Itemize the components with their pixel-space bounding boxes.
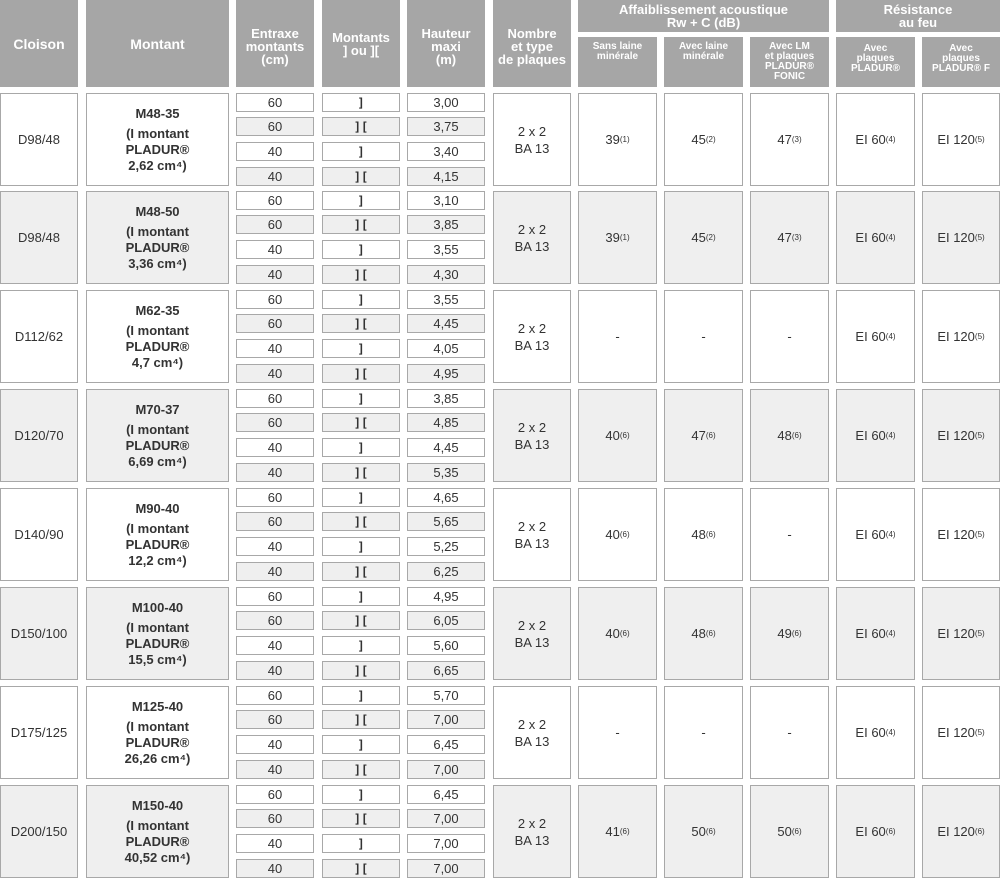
acoustic-cell-value: - (701, 329, 706, 344)
entraxe-cell: 60 (236, 785, 314, 804)
entraxe-cell: 60 (236, 587, 314, 606)
header-acoustic-col-1 (664, 37, 743, 87)
cloison-cell: D98/48 (0, 93, 78, 186)
montant-cell (86, 191, 229, 284)
montant-type-cell: ] (322, 290, 400, 309)
header-entraxe-line: Entraxe (251, 26, 299, 41)
montant-type-cell: ] (322, 834, 400, 853)
header-acoustic-line: Rw + C (dB) (666, 15, 741, 30)
hauteur-cell: 4,30 (407, 265, 485, 284)
fire-cell-value: EI 60 (855, 626, 886, 641)
fire-cell: EI 120 (5) (922, 488, 1000, 581)
acoustic-cell-value: - (701, 725, 706, 740)
hauteur-cell: 5,60 (407, 636, 485, 655)
cloison-cell: D175/125 (0, 686, 78, 779)
header-cloison: Cloison (0, 0, 78, 87)
cloison-cell: D140/90 (0, 488, 78, 581)
header-montants-type (322, 0, 400, 87)
acoustic-cell: 50 (6) (664, 785, 743, 878)
montant-cell (86, 785, 229, 878)
header-acoustic-col-line: et plaques (764, 51, 815, 62)
header-nombre-line: et type (511, 39, 553, 54)
montant-type-cell: ][ (322, 364, 400, 383)
entraxe-cell: 60 (236, 215, 314, 234)
header-acoustic-col-line: minérale (596, 51, 639, 62)
hauteur-cell: 7,00 (407, 760, 485, 779)
acoustic-cell: 48 (6) (750, 389, 829, 482)
fire-cell: EI 60 (6) (836, 785, 915, 878)
plaques-cell: 2 x 2 BA 13 (493, 686, 571, 779)
entraxe-cell: 40 (236, 240, 314, 259)
entraxe-cell: 60 (236, 117, 314, 136)
montant-type-cell: ][ (322, 710, 400, 729)
montant-type-cell: ] (322, 636, 400, 655)
hauteur-cell: 3,10 (407, 191, 485, 210)
fire-cell: EI 120 (6) (922, 785, 1000, 878)
header-entraxe-line: montants (245, 39, 305, 54)
hauteur-cell: 6,05 (407, 611, 485, 630)
fire-cell: EI 60 (4) (836, 686, 915, 779)
montant-type-cell: ] (322, 438, 400, 457)
montant-code: M125-40 (131, 698, 184, 714)
fire-cell: EI 120 (5) (922, 686, 1000, 779)
entraxe-cell: 60 (236, 809, 314, 828)
header-fire-col-line: plaques (942, 53, 980, 64)
entraxe-cell: 40 (236, 339, 314, 358)
acoustic-cell-value: 47 (691, 428, 706, 443)
montant-type-cell: ] (322, 93, 400, 112)
entraxe-cell: 40 (236, 463, 314, 482)
hauteur-cell: 4,85 (407, 413, 485, 432)
montant-type-cell: ] (322, 339, 400, 358)
acoustic-cell-value: - (787, 329, 792, 344)
hauteur-cell: 6,65 (407, 661, 485, 680)
acoustic-cell-value: 40 (605, 428, 620, 443)
header-acoustic-col-line: PLADUR® (764, 61, 815, 72)
montant-description: (I montant PLADUR® 40,52 cm⁴) (124, 817, 191, 865)
acoustic-cell-value: 41 (605, 824, 620, 839)
plaques-cell: 2 x 2 BA 13 (493, 488, 571, 581)
header-fire-col-0 (836, 37, 915, 87)
hauteur-cell: 6,45 (407, 785, 485, 804)
montant-description: (I montant PLADUR® 3,36 cm⁴) (125, 223, 190, 271)
hauteur-cell: 3,40 (407, 142, 485, 161)
acoustic-cell: 47 (6) (664, 389, 743, 482)
fire-cell: EI 120 (5) (922, 587, 1000, 680)
acoustic-cell-value: 47 (777, 132, 792, 147)
montant-type-cell: ][ (322, 215, 400, 234)
montant-type-cell: ] (322, 240, 400, 259)
montant-type-cell: ][ (322, 661, 400, 680)
header-acoustic-col-line: FONIC (773, 71, 806, 82)
header-fire-col-line: PLADUR® (850, 63, 901, 74)
entraxe-cell: 40 (236, 636, 314, 655)
entraxe-cell: 40 (236, 562, 314, 581)
acoustic-cell: 48 (6) (664, 488, 743, 581)
cloison-cell: D120/70 (0, 389, 78, 482)
acoustic-cell: 47 (3) (750, 191, 829, 284)
montant-description: (I montant PLADUR® 15,5 cm⁴) (125, 619, 190, 667)
header-fire-group (836, 0, 1000, 32)
montant-type-cell: ][ (322, 265, 400, 284)
acoustic-cell-value: 49 (777, 626, 792, 641)
header-montants-type-line: ] ou ][ (342, 43, 380, 58)
montant-description: (I montant PLADUR® 2,62 cm⁴) (125, 125, 190, 173)
header-montant: Montant (86, 0, 229, 87)
montant-type-cell: ][ (322, 314, 400, 333)
acoustic-cell: 47 (3) (750, 93, 829, 186)
hauteur-cell: 7,00 (407, 710, 485, 729)
fire-cell-value: EI 120 (937, 428, 975, 443)
montant-description: (I montant PLADUR® 4,7 cm⁴) (125, 322, 190, 370)
hauteur-cell: 5,25 (407, 537, 485, 556)
fire-cell-value: EI 120 (937, 725, 975, 740)
fire-cell-value: EI 120 (937, 527, 975, 542)
cloison-cell: D98/48 (0, 191, 78, 284)
montant-type-cell: ][ (322, 611, 400, 630)
fire-cell-value: EI 120 (937, 132, 975, 147)
acoustic-cell-value: 48 (777, 428, 792, 443)
entraxe-cell: 40 (236, 735, 314, 754)
entraxe-cell: 40 (236, 265, 314, 284)
hauteur-cell: 5,70 (407, 686, 485, 705)
header-acoustic-line: Affaiblissement acoustique (618, 2, 789, 17)
header-acoustic-col-line: Avec LM (769, 41, 810, 52)
acoustic-cell-value: - (787, 725, 792, 740)
hauteur-cell: 6,45 (407, 735, 485, 754)
hauteur-cell: 4,45 (407, 438, 485, 457)
montant-type-cell: ][ (322, 809, 400, 828)
fire-cell: EI 120 (5) (922, 191, 1000, 284)
fire-cell-value: EI 60 (855, 428, 886, 443)
fire-cell-value: EI 120 (937, 230, 975, 245)
acoustic-cell (578, 290, 657, 383)
montant-code: M48-50 (135, 203, 180, 219)
header-nombre-line: de plaques (498, 52, 566, 67)
acoustic-cell (750, 488, 829, 581)
acoustic-cell-value: 40 (605, 527, 620, 542)
hauteur-cell: 7,00 (407, 834, 485, 853)
header-fire-line: au feu (898, 15, 938, 30)
plaques-cell: 2 x 2 BA 13 (493, 290, 571, 383)
montant-type-cell: ][ (322, 512, 400, 531)
header-nombre-line: Nombre (507, 26, 557, 41)
montant-type-cell: ] (322, 686, 400, 705)
montant-type-cell: ] (322, 191, 400, 210)
hauteur-cell: 3,75 (407, 117, 485, 136)
header-acoustic-col-2 (750, 37, 829, 87)
plaques-cell: 2 x 2 BA 13 (493, 191, 571, 284)
acoustic-cell: 45 (2) (664, 191, 743, 284)
acoustic-cell-value: 45 (691, 230, 706, 245)
entraxe-cell: 40 (236, 438, 314, 457)
hauteur-cell: 4,45 (407, 314, 485, 333)
hauteur-cell: 5,35 (407, 463, 485, 482)
hauteur-cell: 4,95 (407, 364, 485, 383)
header-acoustic-col-line: minérale (682, 51, 725, 62)
acoustic-cell-value: 39 (605, 132, 620, 147)
acoustic-cell: 39 (1) (578, 93, 657, 186)
header-hauteur-line: maxi (431, 39, 461, 54)
fire-cell: EI 60 (4) (836, 191, 915, 284)
fire-cell-value: EI 60 (855, 527, 886, 542)
fire-cell: EI 120 (5) (922, 290, 1000, 383)
entraxe-cell: 60 (236, 413, 314, 432)
acoustic-cell: 40 (6) (578, 488, 657, 581)
header-fire-col-line: Avec (949, 43, 973, 54)
plaques-cell: 2 x 2 BA 13 (493, 785, 571, 878)
fire-cell-value: EI 120 (937, 329, 975, 344)
hauteur-cell: 3,55 (407, 290, 485, 309)
header-fire-col-line: Avec (863, 43, 888, 54)
entraxe-cell: 60 (236, 512, 314, 531)
montant-type-cell: ][ (322, 167, 400, 186)
entraxe-cell: 40 (236, 661, 314, 680)
cloison-cell: D200/150 (0, 785, 78, 878)
cloison-cell: D150/100 (0, 587, 78, 680)
fire-cell-value: EI 120 (937, 824, 975, 839)
header-entraxe (236, 0, 314, 87)
acoustic-cell-value: 47 (777, 230, 792, 245)
acoustic-cell-value: - (615, 329, 620, 344)
montant-code: M48-35 (135, 105, 180, 121)
montant-type-cell: ][ (322, 463, 400, 482)
hauteur-cell: 3,85 (407, 389, 485, 408)
fire-cell: EI 60 (4) (836, 488, 915, 581)
montant-description: (I montant PLADUR® 6,69 cm⁴) (125, 421, 190, 469)
entraxe-cell: 40 (236, 167, 314, 186)
entraxe-cell: 60 (236, 686, 314, 705)
montant-type-cell: ][ (322, 117, 400, 136)
montant-cell (86, 686, 229, 779)
plaques-cell: 2 x 2 BA 13 (493, 587, 571, 680)
acoustic-cell-value: 39 (605, 230, 620, 245)
entraxe-cell: 40 (236, 760, 314, 779)
entraxe-cell: 60 (236, 389, 314, 408)
header-acoustic-col-line: Sans laine (592, 41, 643, 52)
acoustic-cell-value: 50 (777, 824, 792, 839)
fire-cell-value: EI 60 (855, 230, 886, 245)
acoustic-cell: 41 (6) (578, 785, 657, 878)
montant-type-cell: ] (322, 735, 400, 754)
hauteur-cell: 5,65 (407, 512, 485, 531)
montant-type-cell: ] (322, 587, 400, 606)
entraxe-cell: 60 (236, 488, 314, 507)
fire-cell: EI 60 (4) (836, 587, 915, 680)
header-hauteur (407, 0, 485, 87)
montant-type-cell: ][ (322, 859, 400, 878)
acoustic-cell-value: - (615, 725, 620, 740)
entraxe-cell: 60 (236, 191, 314, 210)
entraxe-cell: 40 (236, 142, 314, 161)
header-acoustic-col-line: Avec laine (678, 41, 729, 52)
montant-type-cell: ][ (322, 413, 400, 432)
montant-cell (86, 488, 229, 581)
montant-description: (I montant PLADUR® 26,26 cm⁴) (124, 718, 191, 766)
header-fire-col-line: plaques (856, 53, 895, 64)
hauteur-cell: 3,85 (407, 215, 485, 234)
montant-type-cell: ][ (322, 562, 400, 581)
hauteur-cell: 3,00 (407, 93, 485, 112)
fire-cell-value: EI 120 (937, 626, 975, 641)
entraxe-cell: 60 (236, 611, 314, 630)
header-montants-type-line: Montants (332, 30, 390, 45)
montant-cell (86, 587, 229, 680)
montant-type-cell: ] (322, 488, 400, 507)
acoustic-cell (750, 686, 829, 779)
fire-cell: EI 120 (5) (922, 93, 1000, 186)
montant-cell (86, 290, 229, 383)
acoustic-cell (664, 686, 743, 779)
entraxe-cell: 60 (236, 314, 314, 333)
montant-code: M100-40 (131, 599, 184, 615)
fire-cell: EI 120 (5) (922, 389, 1000, 482)
hauteur-cell: 4,65 (407, 488, 485, 507)
fire-cell: EI 60 (4) (836, 93, 915, 186)
montant-description: (I montant PLADUR® 12,2 cm⁴) (125, 520, 190, 568)
acoustic-cell-value: 40 (605, 626, 620, 641)
montant-type-cell: ] (322, 142, 400, 161)
acoustic-cell: 50 (6) (750, 785, 829, 878)
entraxe-cell: 60 (236, 710, 314, 729)
hauteur-cell: 7,00 (407, 809, 485, 828)
fire-cell-value: EI 60 (855, 725, 886, 740)
acoustic-cell: 49 (6) (750, 587, 829, 680)
acoustic-cell-value: 45 (691, 132, 706, 147)
header-acoustic-col-0 (578, 37, 657, 87)
montant-cell (86, 93, 229, 186)
fire-cell-value: EI 60 (855, 132, 886, 147)
montant-type-cell: ] (322, 785, 400, 804)
entraxe-cell: 40 (236, 859, 314, 878)
fire-cell: EI 60 (4) (836, 389, 915, 482)
montant-code: M90-40 (135, 500, 180, 516)
acoustic-cell-value: 48 (691, 626, 706, 641)
hauteur-cell: 4,95 (407, 587, 485, 606)
montant-type-cell: ][ (322, 760, 400, 779)
entraxe-cell: 40 (236, 834, 314, 853)
header-fire-line: Résistance (883, 2, 953, 17)
montant-code: M70-37 (135, 401, 180, 417)
montant-code: M150-40 (131, 797, 184, 813)
acoustic-cell: 40 (6) (578, 587, 657, 680)
acoustic-cell-value: 50 (691, 824, 706, 839)
acoustic-cell (750, 290, 829, 383)
montant-cell (86, 389, 229, 482)
montant-code: M62-35 (135, 302, 180, 318)
acoustic-cell: 40 (6) (578, 389, 657, 482)
header-acoustic-group (578, 0, 829, 32)
entraxe-cell: 40 (236, 537, 314, 556)
montant-type-cell: ] (322, 389, 400, 408)
header-hauteur-line: Hauteur (421, 26, 471, 41)
fire-cell: EI 60 (4) (836, 290, 915, 383)
hauteur-cell: 6,25 (407, 562, 485, 581)
header-entraxe-line: (cm) (261, 52, 289, 67)
acoustic-cell (578, 686, 657, 779)
hauteur-cell: 4,05 (407, 339, 485, 358)
montant-type-cell: ] (322, 537, 400, 556)
entraxe-cell: 40 (236, 364, 314, 383)
header-fire-col-1 (922, 37, 1000, 87)
header-nombre (493, 0, 571, 87)
acoustic-cell-value: - (787, 527, 792, 542)
acoustic-cell (664, 290, 743, 383)
fire-cell-value: EI 60 (855, 329, 886, 344)
acoustic-cell: 39 (1) (578, 191, 657, 284)
acoustic-cell-value: 48 (691, 527, 706, 542)
fire-cell-value: EI 60 (855, 824, 886, 839)
plaques-cell: 2 x 2 BA 13 (493, 93, 571, 186)
hauteur-cell: 3,55 (407, 240, 485, 259)
acoustic-cell: 48 (6) (664, 587, 743, 680)
cloison-cell: D112/62 (0, 290, 78, 383)
hauteur-cell: 7,00 (407, 859, 485, 878)
acoustic-cell: 45 (2) (664, 93, 743, 186)
header-fire-col-line: PLADUR® F (932, 63, 990, 74)
header-hauteur-line: (m) (435, 52, 457, 67)
entraxe-cell: 60 (236, 93, 314, 112)
plaques-cell: 2 x 2 BA 13 (493, 389, 571, 482)
entraxe-cell: 60 (236, 290, 314, 309)
hauteur-cell: 4,15 (407, 167, 485, 186)
